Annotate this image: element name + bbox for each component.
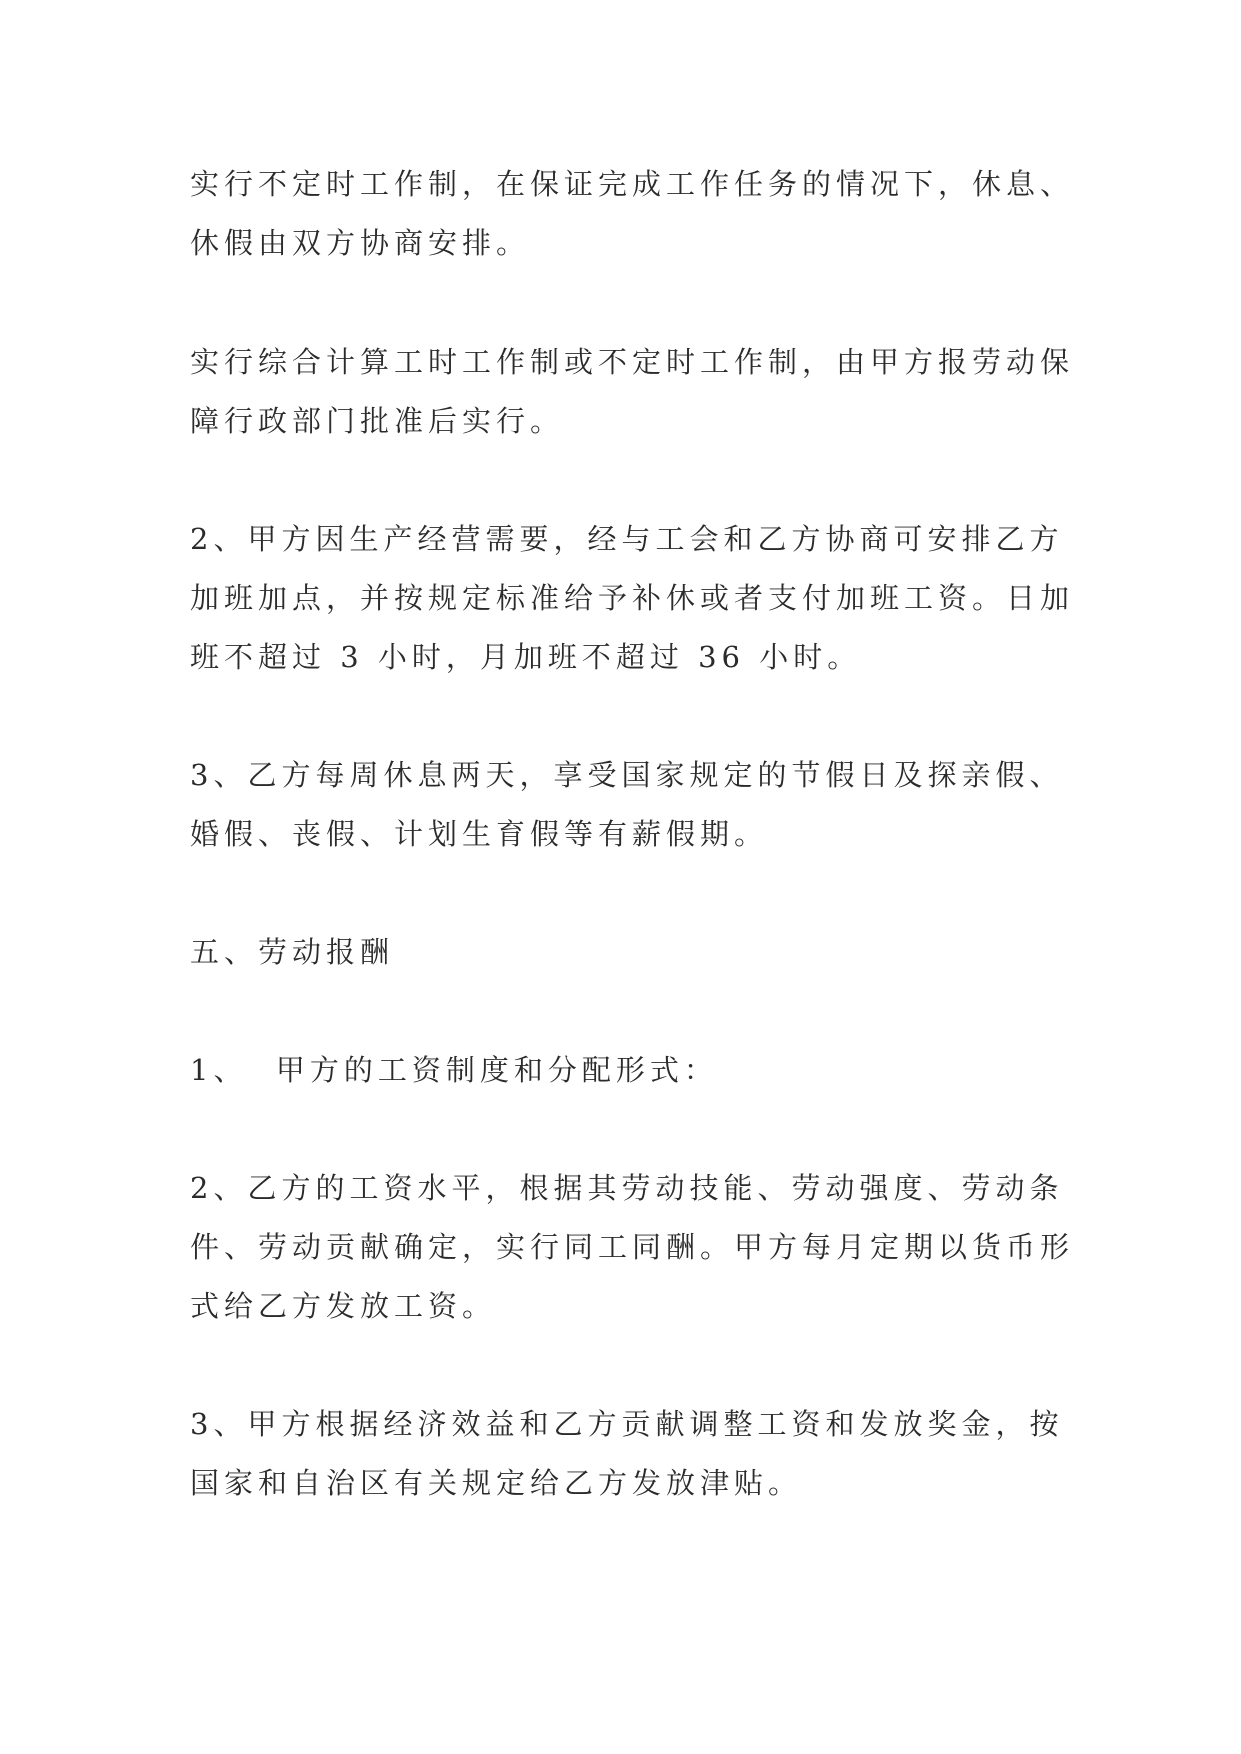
- paragraph-line: 障行政部门批准后实行。: [190, 404, 565, 438]
- paragraph-line: 实行不定时工作制，在保证完成工作任务的情况下，休息、: [190, 167, 1075, 201]
- paragraph-line: 班不超过 3 小时，月加班不超过 36 小时。: [190, 640, 862, 674]
- paragraph-line: 3、甲方根据经济效益和乙方贡献调整工资和发放奖金，按: [190, 1407, 1064, 1441]
- paragraph-line: 件、劳动贡献确定，实行同工同酬。甲方每月定期以货币形: [190, 1230, 1075, 1264]
- paragraph-line: 实行综合计算工时工作制或不定时工作制，由甲方报劳动保: [190, 345, 1075, 379]
- paragraph-line: 3、乙方每周休息两天，享受国家规定的节假日及探亲假、: [190, 758, 1064, 792]
- paragraph-line: 式给乙方发放工资。: [190, 1289, 497, 1323]
- paragraph-line: 2、乙方的工资水平，根据其劳动技能、劳动强度、劳动条: [190, 1171, 1064, 1205]
- section-heading: 五、劳动报酬: [190, 935, 395, 969]
- paragraph-line: 2、甲方因生产经营需要，经与工会和乙方协商可安排乙方: [190, 522, 1064, 556]
- paragraph-line: 1、 甲方的工资制度和分配形式：: [190, 1053, 718, 1087]
- paragraph-line: 国家和自治区有关规定给乙方发放津贴。: [190, 1466, 803, 1500]
- paragraph-line: 婚假、丧假、计划生育假等有薪假期。: [190, 817, 769, 851]
- paragraph-line: 休假由双方协商安排。: [190, 226, 531, 260]
- paragraph-line: 加班加点，并按规定标准给予补休或者支付加班工资。日加: [190, 581, 1075, 615]
